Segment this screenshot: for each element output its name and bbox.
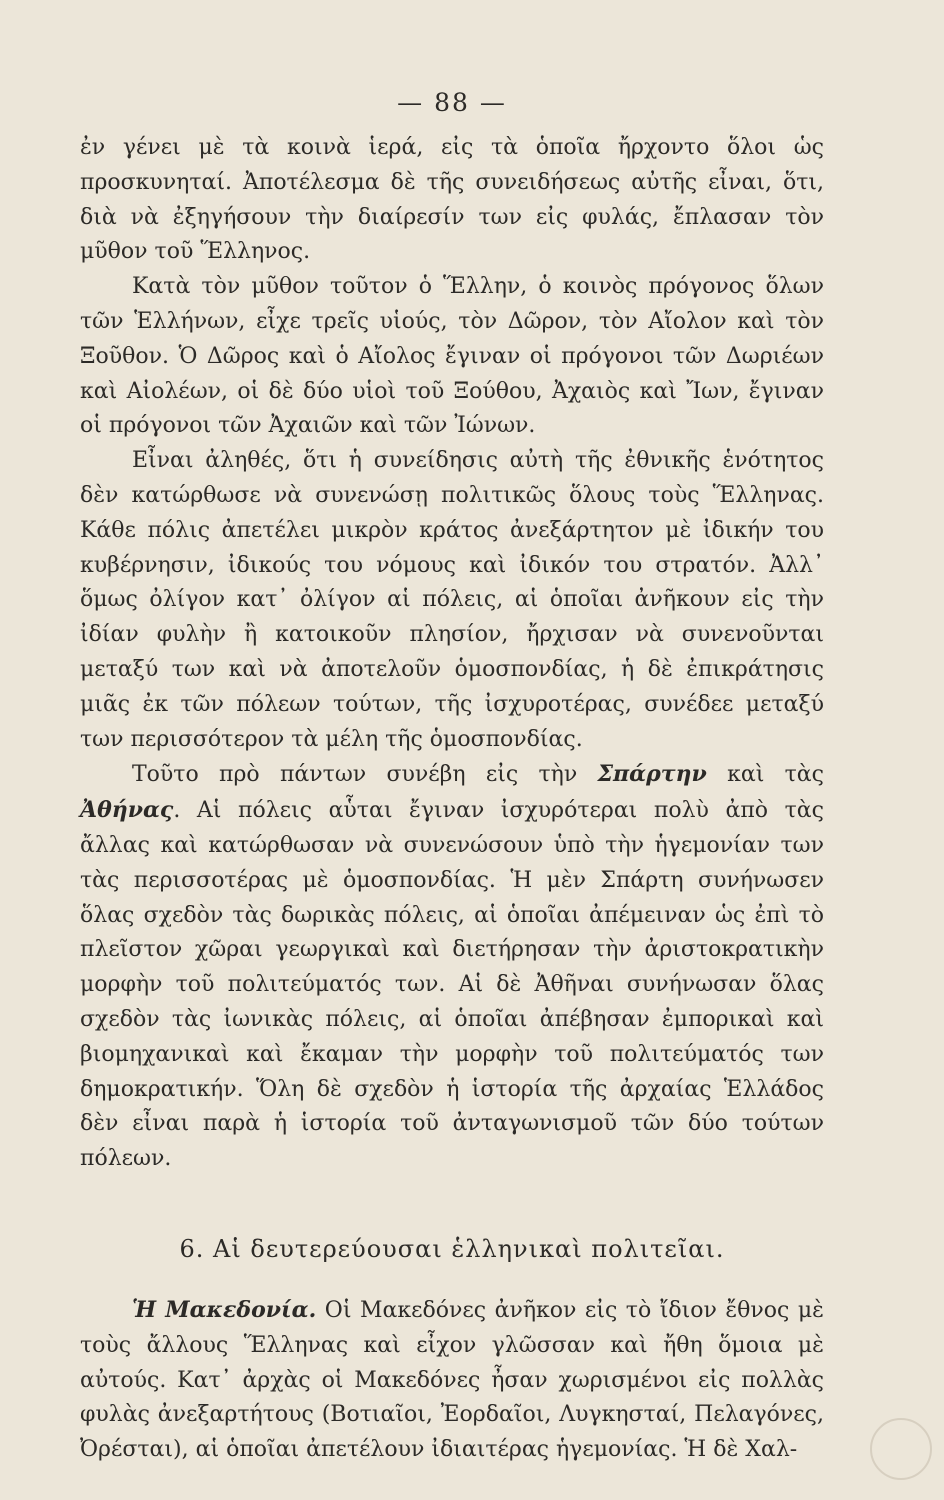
paragraph-sparta-athens <box>80 757 824 1177</box>
paragraph-sparta-athens-text-2: καὶ τὰς <box>706 762 824 788</box>
paragraph-macedonia-text: Οἱ Μακεδόνες ἀνῆκον εἰς τὸ ἴδιον ἔθνος μὲ τοὺς ἄλλους Ἕλληνας καὶ εἶχον γλῶσσαν καὶ ἤθη ὅμοια μὲ αὐτούς. Κατ᾿ ἀρχὰς οἱ Μακεδόνες ἦσαν χωρισμένοι εἰς πολλὰς φυλὰς ἀνεξαρτήτους (Βοτιαῖοι, Ἐορδαῖοι, Λυγκησταί, Πελαγόνες, Ὀρέσται), αἱ ὁποῖαι ἀπετέλουν ἰδιαιτέρας ἡγεμονίας. Ἡ δὲ Χαλ- <box>80 1297 824 1463</box>
paragraph-macedonia <box>80 1293 824 1468</box>
paragraph-national-unity: Εἶναι ἀληθές, ὅτι ἡ συνείδησις αὐτὴ τῆς ἐθνικῆς ἑνότητος δὲν κατώρθωσε νὰ συνενώσῃ πολιτικῶς ὅλους τοὺς Ἕλληνας. Κάθε πόλις ἀπετέλει μικρὸν κράτος ἀνεξάρτητον μὲ ἰδικήν του κυβέρνησιν, ἰδικούς του νόμους καὶ ἰδικόν του στρατόν. Ἀλλ᾿ ὅμως ὀλίγον κατ᾿ ὀλίγον αἱ πόλεις, αἱ ὁποῖαι ἀνῆκουν εἰς τὴν ἰδίαν φυλὴν ἢ κατοικοῦν πλησίον, ἤρχισαν νὰ συνενοῦνται μεταξύ των καὶ νὰ ἀποτελοῦν ὁμοσπονδίας, ἡ δὲ ἐπικράτησις μιᾶς ἐκ τῶν πόλεων τούτων, τῆς ἰσχυροτέρας, συνέδεε μεταξύ των περισσότερον τὰ μέλη τῆς ὁμοσπονδίας. <box>80 448 824 752</box>
paragraph-sparta-athens-text-1: Τοῦτο πρὸ πάντων συνέβη εἰς τὴν <box>132 762 598 788</box>
paragraph-sparta-athens-text-3: . Αἱ πόλεις αὗται ἔγιναν ἰσχυρότεραι πολὺ ἀπὸ τὰς ἄλλας καὶ κατώρθωσαν νὰ συνενώσουν ὑπὸ τὴν ἡγεμονίαν των τὰς περισσοτέρας μὲ ὁμοσπονδίας. Ἡ μὲν Σπάρτη συνήνωσεν ὅλας σχεδὸν τὰς δωρικὰς πόλεις, αἱ ὁποῖαι ἀπέμειναν ὡς ἐπὶ τὸ πλεῖστον χῶραι γεωργικαὶ καὶ διετήρησαν τὴν ἀριστοκρατικὴν μορφὴν τοῦ πολιτεύματός των. Αἱ δὲ Ἀθῆναι συνήνωσαν ὅλας σχεδὸν τὰς ἰωνικὰς πόλεις, αἱ ὁποῖαι ἀπέβησαν ἐμπορικαὶ καὶ βιομηχανικαὶ καὶ ἔκαμαν τὴν μορφὴν τοῦ πολιτεύματός των δημοκρατικήν. Ὅλη δὲ σχεδὸν ἡ ἱστορία τῆς ἀρχαίας Ἑλλάδος δὲν εἶναι παρὰ ἡ ἱστορία τοῦ ἀνταγωνισμοῦ τῶν δύο τούτων πόλεων. <box>80 798 824 1172</box>
faded-stamp-mark <box>870 1418 932 1480</box>
paragraph-myth-of-hellen: Κατὰ τὸν μῦθον τοῦτον ὁ Ἕλλην, ὁ κοινὸς πρόγονος ὅλων τῶν Ἑλλήνων, εἶχε τρεῖς υἱούς, τὸν Δῶρον, τὸν Αἴολον καὶ τὸν Ξοῦθον. Ὁ Δῶρος καὶ ὁ Αἴολος ἔγιναν οἱ πρόγονοι τῶν Δωριέων καὶ Αἰολέων, οἱ δὲ δύο υἱοὶ τοῦ Ξούθου, Ἀχαιὸς καὶ Ἴων, ἔγιναν οἱ πρόγονοι τῶν Ἀχαιῶν καὶ τῶν Ἰώνων. <box>80 274 824 439</box>
emphasis-macedonia: Ἡ Μακεδονία. <box>132 1296 317 1323</box>
section-heading: 6. Αἱ δευτερεύουσαι ἑλληνικαὶ πολιτεῖαι. <box>179 1234 725 1263</box>
emphasis-athens: Ἀθήνας <box>80 797 174 824</box>
emphasis-sparta: Σπάρτην <box>597 761 707 788</box>
page-number: — 88 — <box>397 88 507 117</box>
paragraph-continuation: ἐν γένει μὲ τὰ κοινὰ ἱερά, εἰς τὰ ὁποῖα ἤρχοντο ὅλοι ὡς προσκυνηταί. Ἀποτέλεσμα δὲ τῆς συνειδήσεως αὐτῆς εἶναι, ὅτι, διὰ νὰ ἐξηγήσουν τὴν διαίρεσίν των εἰς φυλάς, ἔπλασαν τὸν μῦθον τοῦ Ἕλληνος. <box>80 135 824 265</box>
